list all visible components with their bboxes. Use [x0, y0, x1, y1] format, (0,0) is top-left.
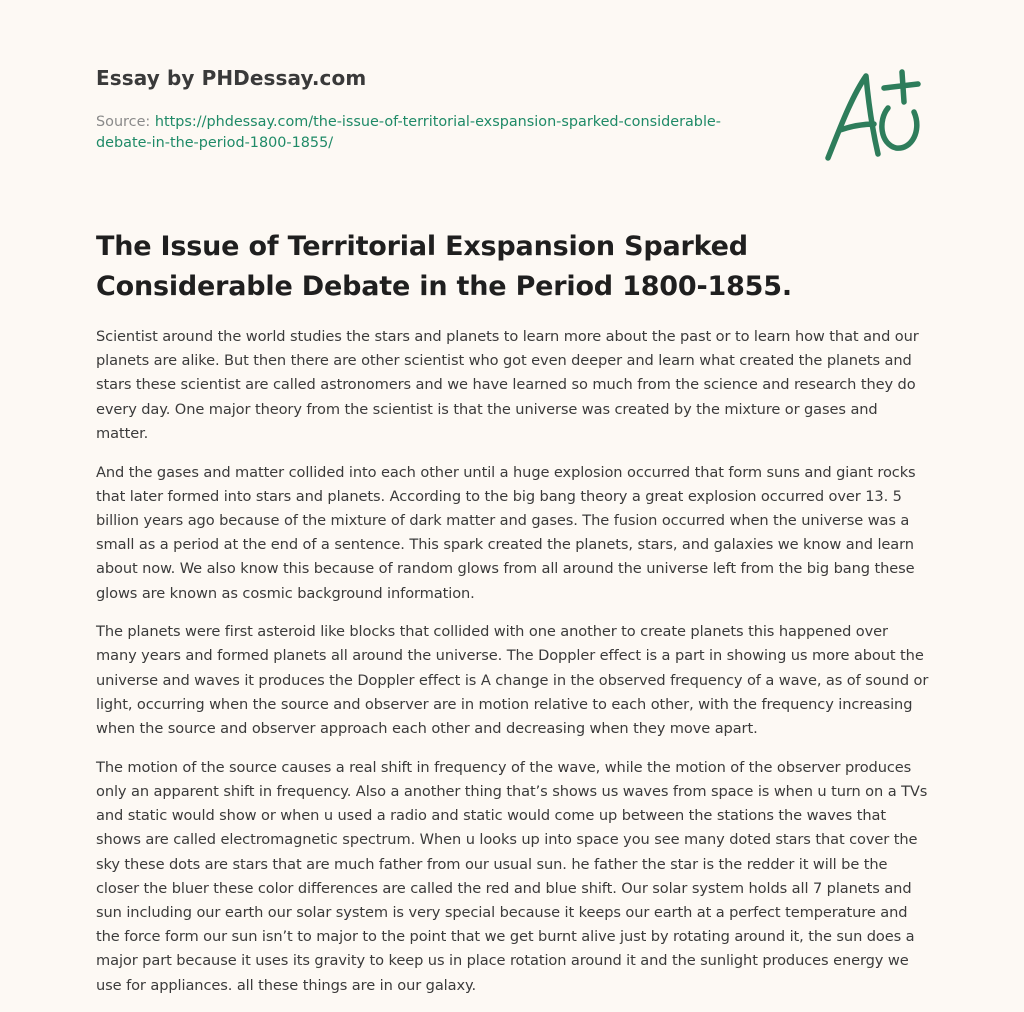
essay-title: The Issue of Territorial Exspansion Sparked Considerable Debate in the Period 1800-1855.: [96, 231, 792, 302]
essay-paragraph: The planets were first asteroid like blocks that collided with one another to create planets this happened over many years and formed planets all around the universe. The Doppler effect is a part in showing us more about the universe and waves it produces the Doppler effect is A change in the observed frequency of a wave, as of sound or light, occurring when the source and observer are in motion relative to each other, with the frequency increasing when the source and observer approach each other and decreasing when they move apart.: [96, 623, 929, 738]
a-plus-logo-icon: [818, 68, 928, 164]
essay-body: [96, 325, 932, 1012]
essay-paragraph: And the gases and matter collided into each other until a huge explosion occurred that form suns and giant rocks that later formed into stars and planets. According to the big bang theory a great explosion occurred over 13. 5 billion years ago because of the mixture of dark matter and gases. The fusion occurred when the universe was a small as a period at the end of a sentence. This spark created the planets, stars, and galaxies we know and learn about now. We also know this because of random glows from all around the universe left from the big bang these glows are known as cosmic background information.: [96, 463, 916, 602]
source-label: Source:: [96, 114, 155, 130]
source-link[interactable]: https://phdessay.com/the-issue-of-territorial-exspansion-sparked-considerable-debate-in-the-period-1800-1855/: [96, 114, 721, 151]
essay-paragraph: Scientist around the world studies the stars and planets to learn more about the past or to learn how that and our planets are alike. But then there are other scientist who got even deeper and learn what created the planets and stars these scientist are called astronomers and we have learned so much from the science and research they do every day. One major theory from the scientist is that the universe was created by the mixture or gases and matter.: [96, 328, 919, 442]
site-brand: Essay by PHDessay.com: [96, 66, 367, 90]
source-line: [96, 112, 776, 154]
essay-paragraph: The motion of the source causes a real shift in frequency of the wave, while the motion of the observer produces only an apparent shift in frequency. Also a another thing that’s shows us waves from space is when u turn on a TVs and static would show or when u used a radio and static would come up between the stations the waves that shows are called electromagnetic spectrum. When u looks up into space you see many doted stars that cover the sky these dots are stars that are much father from our usual sun. he father the star is the redder it will be the closer the bluer these color differences are called the red and blue shift. Our solar system holds all 7 planets and sun including our earth our solar system is very special because it keeps our earth at a perfect temperature and the force form our sun isn’t to major to the point that we get burnt alive just by rotating around it, the sun does a major part because it uses its gravity to keep us in place rotation around it and the sunlight produces energy we use for appliances. all these things are in our galaxy.: [96, 758, 928, 994]
